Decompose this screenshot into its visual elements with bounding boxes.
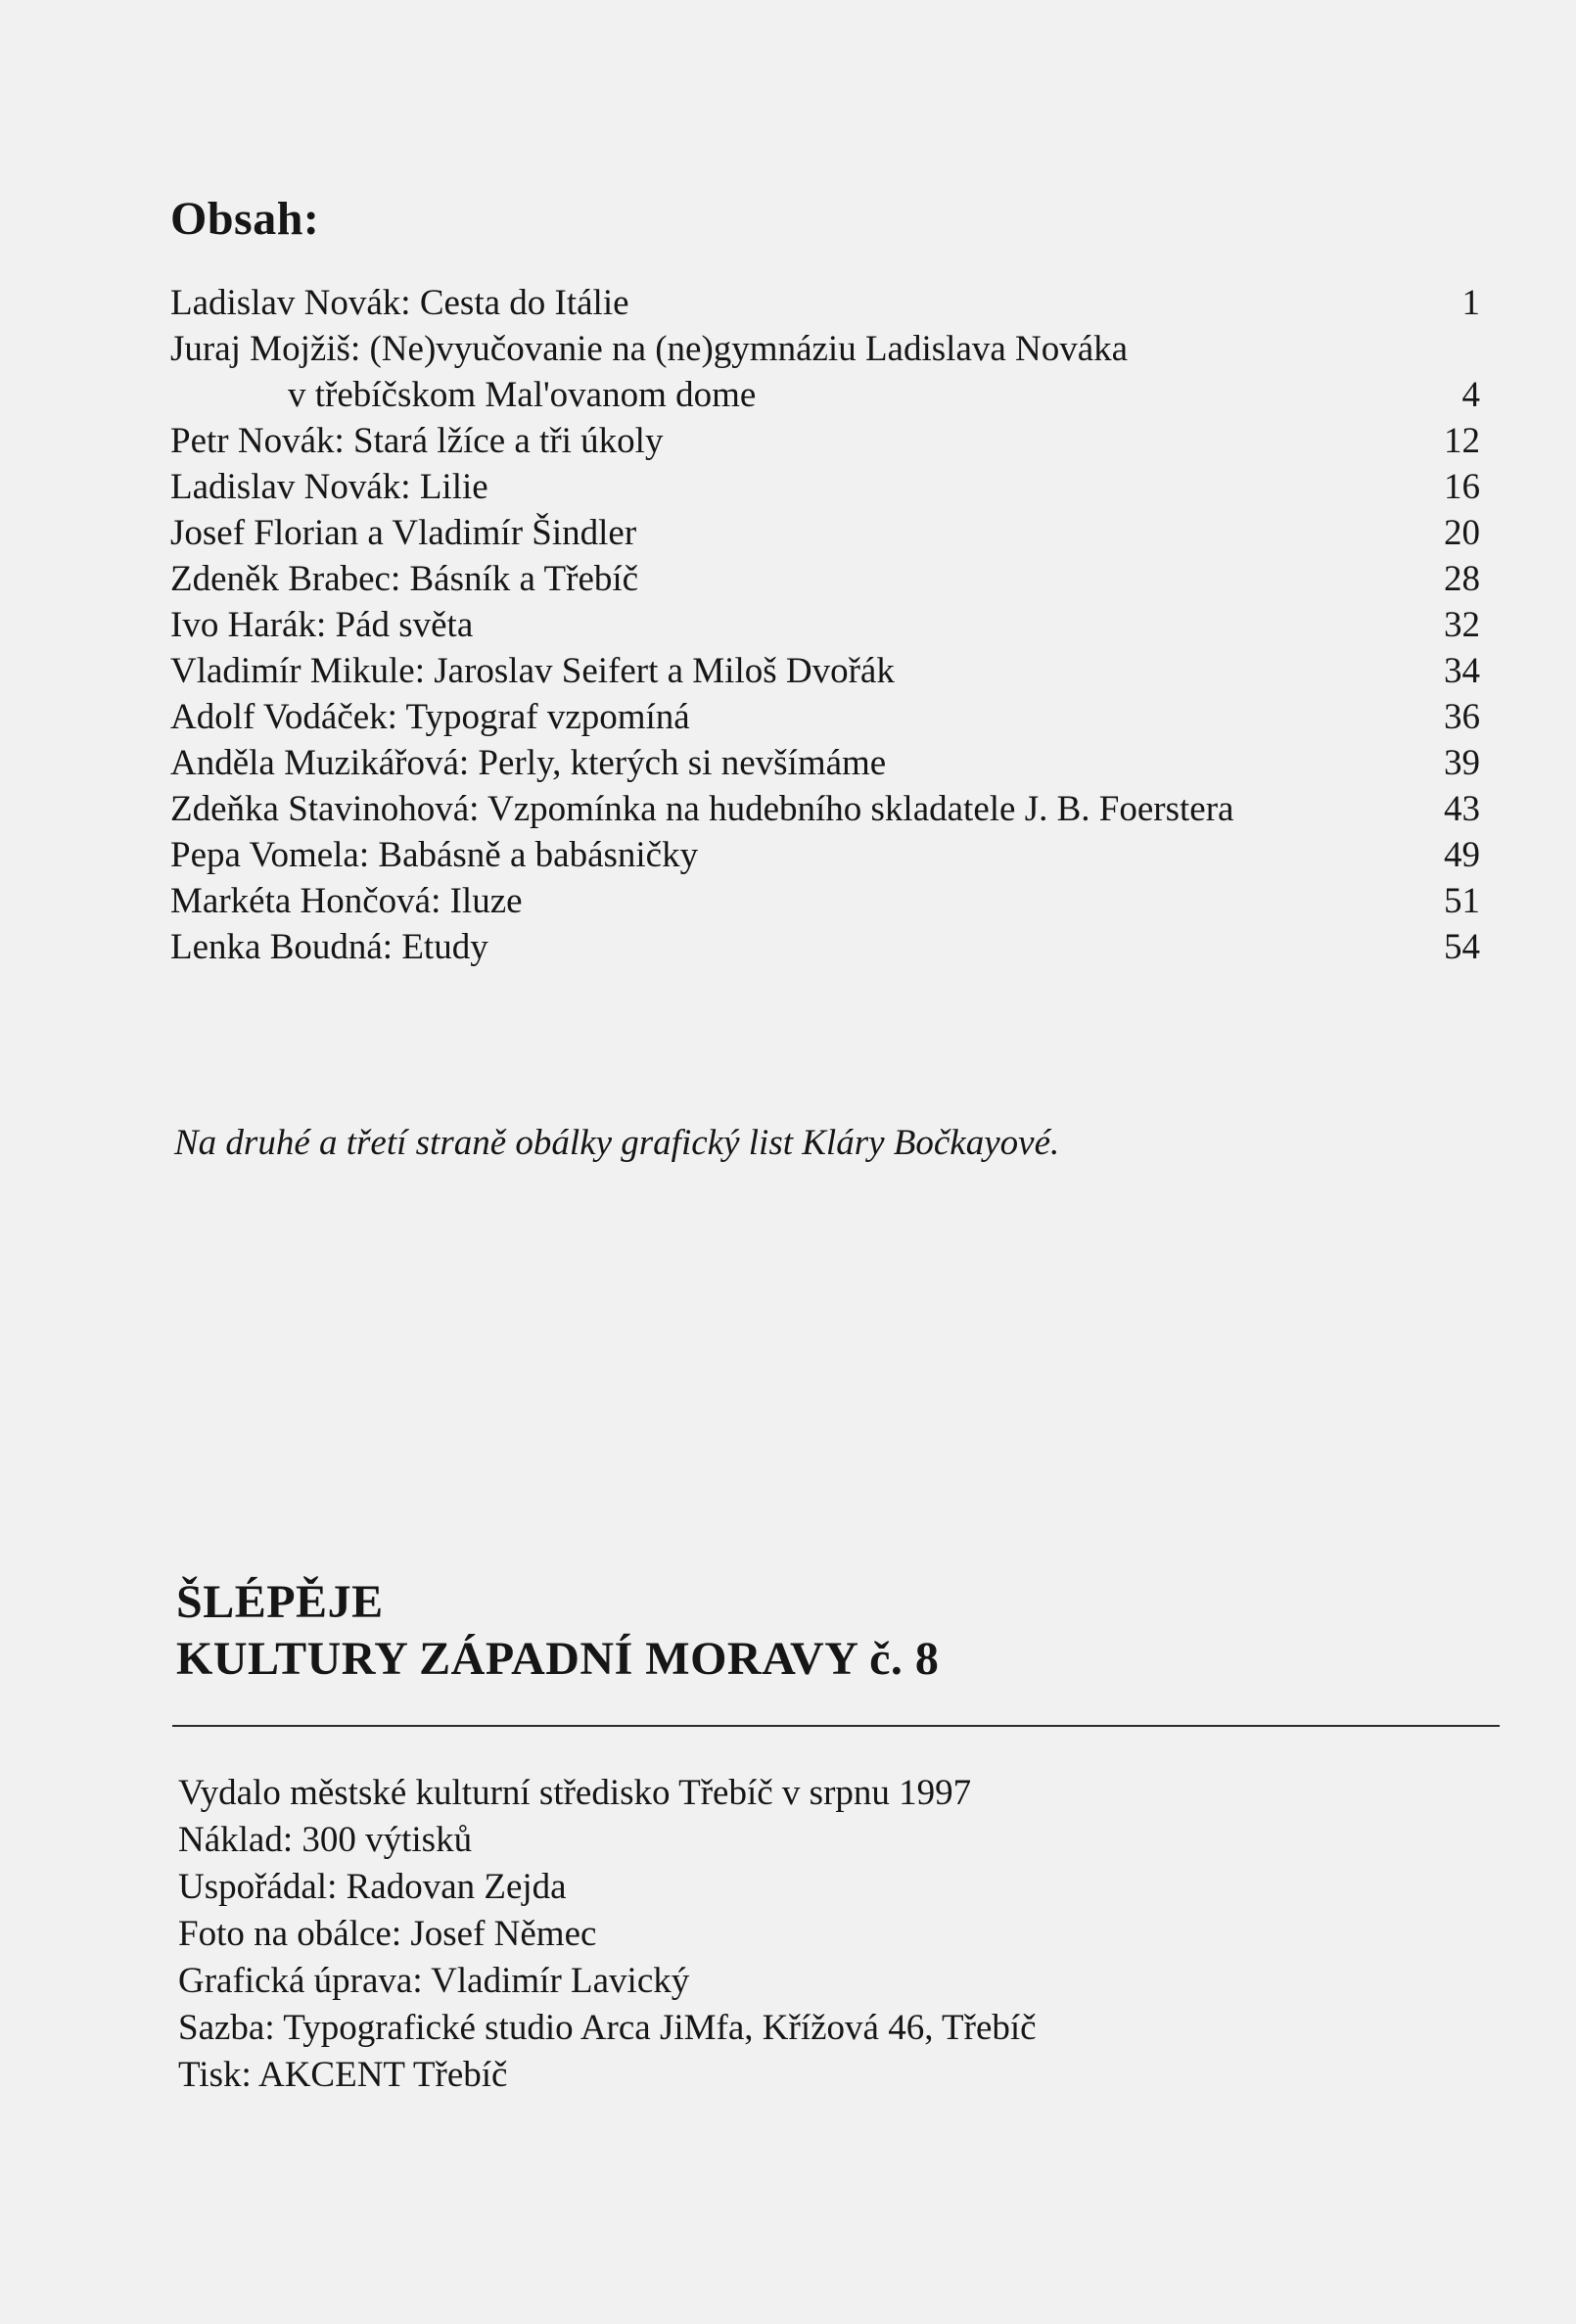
toc-entry-title: Lenka Boudná: Etudy bbox=[170, 927, 488, 967]
toc-entry bbox=[170, 924, 1480, 970]
toc-entry bbox=[170, 832, 1480, 878]
imprint-design: Grafická úprava: Vladimír Lavický bbox=[178, 1961, 690, 2001]
toc-entry-title: Juraj Mojžiš: (Ne)vyučovanie na (ne)gymnáziu Ladislava Nováka bbox=[170, 329, 1129, 369]
imprint-print: Tisk: AKCENT Třebíč bbox=[178, 2055, 508, 2095]
toc-entry-page: 32 bbox=[1444, 605, 1480, 645]
toc-entry bbox=[170, 464, 1480, 510]
imprint-cover-photo: Foto na obálce: Josef Němec bbox=[178, 1914, 597, 1954]
toc-entry-page: 43 bbox=[1444, 789, 1480, 829]
toc-entry-title: Vladimír Mikule: Jaroslav Seifert a Miloš Dvořák bbox=[170, 651, 895, 691]
toc-entry-title: Adolf Vodáček: Typograf vzpomíná bbox=[170, 697, 690, 737]
toc-entry-title: Zdeňka Stavinohová: Vzpomínka na hudebního skladatele J. B. Foerstera bbox=[170, 789, 1234, 829]
toc-entry bbox=[170, 878, 1480, 924]
toc-entry-page: 36 bbox=[1444, 697, 1480, 737]
toc-entry-title: Pepa Vomela: Babásně a babásničky bbox=[170, 835, 699, 875]
divider bbox=[172, 1725, 1500, 1727]
toc-entry bbox=[170, 510, 1480, 556]
toc-entry-title: Petr Novák: Stará lžíce a tři úkoly bbox=[170, 421, 664, 461]
toc-entry-page: 12 bbox=[1444, 421, 1480, 461]
toc-entry-title: Ivo Harák: Pád světa bbox=[170, 605, 474, 645]
toc-entry-page: 54 bbox=[1444, 927, 1480, 967]
toc-entry-title: Markéta Hončová: Iluze bbox=[170, 881, 523, 921]
toc-entry-page: 4 bbox=[1461, 375, 1480, 415]
toc-entry-page: 20 bbox=[1444, 513, 1480, 553]
imprint-print-run: Náklad: 300 výtisků bbox=[178, 1820, 473, 1860]
toc-entry-page: 28 bbox=[1444, 559, 1480, 599]
toc-heading: Obsah: bbox=[170, 193, 320, 245]
toc-entry-page: 49 bbox=[1444, 835, 1480, 875]
journal-title-line: ŠLÉPĚJE bbox=[176, 1576, 384, 1628]
toc-entry-page: 51 bbox=[1444, 881, 1480, 921]
toc-entry bbox=[170, 326, 1480, 372]
toc-entry-title: Ladislav Novák: Lilie bbox=[170, 467, 488, 507]
toc-entry-page: 39 bbox=[1444, 743, 1480, 783]
toc-entry bbox=[170, 602, 1480, 648]
toc-entry-page: 16 bbox=[1444, 467, 1480, 507]
toc-entry bbox=[170, 786, 1480, 832]
toc-entry bbox=[170, 280, 1480, 326]
toc-entry-continuation bbox=[170, 372, 1480, 418]
imprint bbox=[178, 1770, 1037, 2099]
journal-title-line: KULTURY ZÁPADNÍ MORAVY č. 8 bbox=[176, 1633, 940, 1685]
toc-entry-title: Josef Florian a Vladimír Šindler bbox=[170, 513, 637, 553]
imprint-publisher: Vydalo městské kulturní středisko Třebíč v srpnu 1997 bbox=[178, 1773, 972, 1813]
toc-entry bbox=[170, 740, 1480, 786]
imprint-typesetting: Sazba: Typografické studio Arca JiMfa, Křížová 46, Třebíč bbox=[178, 2008, 1037, 2048]
toc-entry bbox=[170, 418, 1480, 464]
imprint-editor: Uspořádal: Radovan Zejda bbox=[178, 1867, 567, 1907]
toc-entry bbox=[170, 556, 1480, 602]
journal-title bbox=[176, 1574, 939, 1688]
toc-entry-title: Ladislav Novák: Cesta do Itálie bbox=[170, 283, 629, 323]
toc-entry bbox=[170, 648, 1480, 694]
toc-entry-title: Anděla Muzikářová: Perly, kterých si nevšímáme bbox=[170, 743, 887, 783]
toc-entry bbox=[170, 694, 1480, 740]
toc-entry-title: Zdeněk Brabec: Básník a Třebíč bbox=[170, 559, 639, 599]
table-of-contents bbox=[170, 280, 1480, 970]
toc-entry-page: 34 bbox=[1444, 651, 1480, 691]
toc-entry-title: v třebíčskom Mal'ovanom dome bbox=[288, 375, 757, 415]
cover-note: Na druhé a třetí straně obálky grafický list Kláry Bočkayové. bbox=[174, 1123, 1060, 1163]
toc-entry-page: 1 bbox=[1461, 283, 1480, 323]
